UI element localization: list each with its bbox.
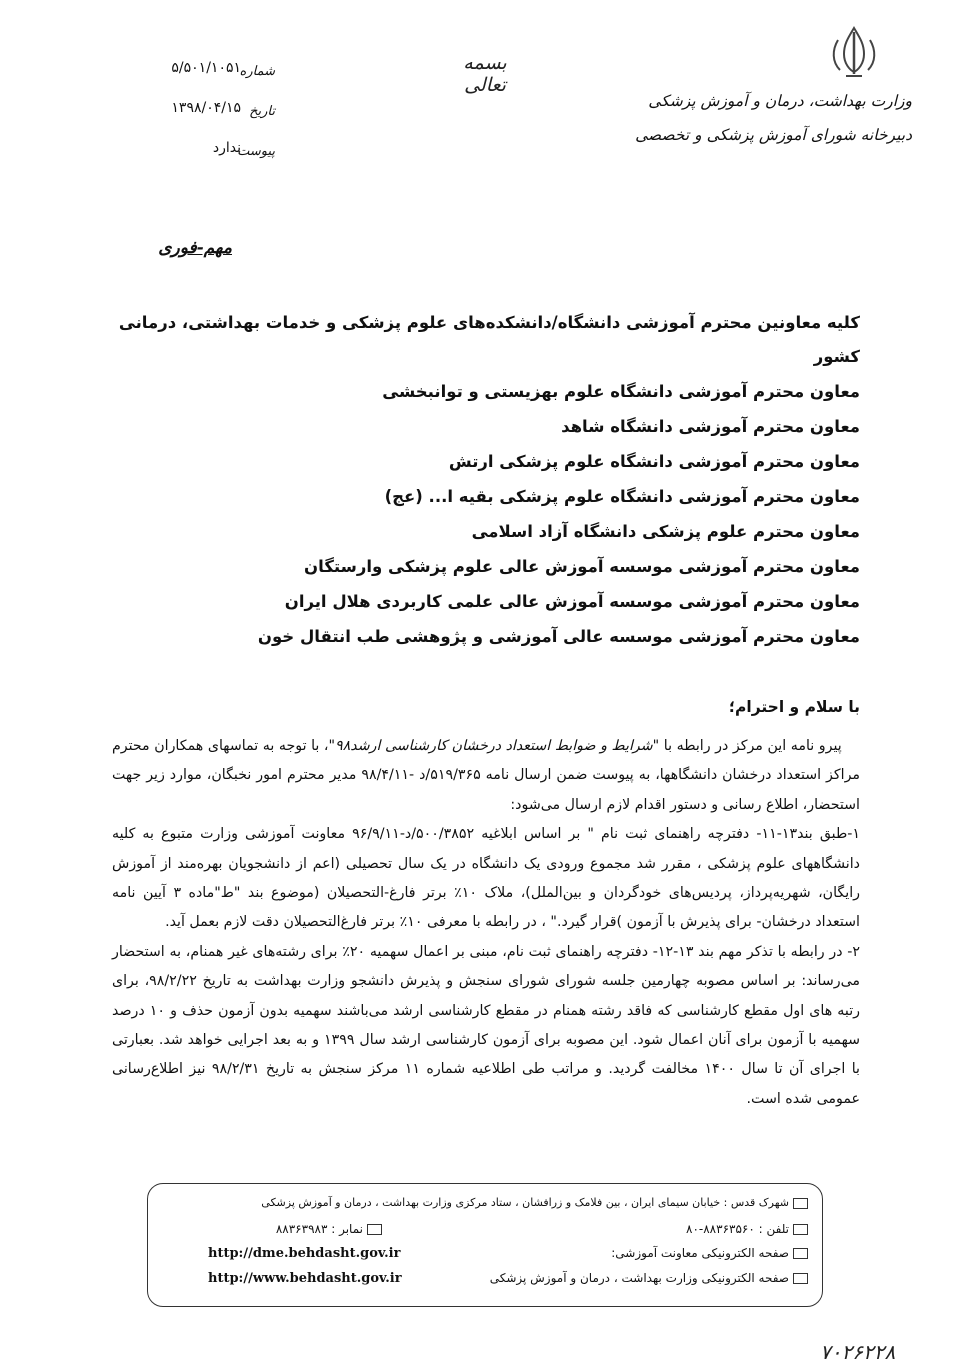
recipient-line: معاون محترم آموزشی دانشگاه علوم بهزیستی و توانبخشی	[382, 382, 860, 401]
body-paragraph-1	[112, 732, 860, 820]
ministry-line-1: وزارت بهداشت، درمان و آموزش پزشکی	[648, 92, 912, 110]
footer-url-2[interactable]: http://www.behdasht.gov.ir	[208, 1271, 402, 1286]
recipient-main: کلیه معاونین محترم آموزشی دانشگاه/دانشکده‌های علوم پزشکی و خدمات بهداشتی، درمانی کشور	[118, 313, 860, 366]
recipient-line: معاون محترم علوم پزشکی دانشگاه آزاد اسلامی	[471, 522, 860, 541]
footer-fax	[276, 1222, 382, 1236]
recipients-block	[100, 306, 860, 654]
body-paragraph-3: ۲- در رابطه با تذکر مهم بند ۱۳-۱۲- دفترچه راهنمای ثبت نام، مبنی بر اعمال سهمیه ۲۰٪ برای رشته‌های غیر همنام، به استحضار می‌رساند: بر اساس مصوبه چهارمین جلسه شورای شورای سنجش و پذیرش دانشجو وزارت بهداشت به تاریخ ۹۸/۲/۲۲، برای رتبه های اول مقطع کارشناسی که فاقد رشته همنام در مقطع کارشناسی ارشد می‌باشند سهمیه بدون آزمون حذف و ۱۰ درصد سهمیه با آزمون برای آنان اعمال شود. این مصوبه برای آزمون کارشناسی ارشد سال ۱۳۹۹ و به بعد اجرایی خواهد شد. بعبارتی با اجرای آن تا سال ۱۴۰۰ مخالفت گردید. و مراتب طی اطلاعیه شماره ۱۱ مرکز سنجش به تاریخ ۹۸/۲/۳۱ نیز اطلاع‌رسانی عمومی شده است.	[112, 943, 860, 1107]
date-value: ۱۳۹۸/۰۴/۱۵	[171, 100, 241, 116]
fax-label: نمابر :	[331, 1222, 363, 1236]
letter-body	[112, 732, 860, 1114]
ministry-line-2: دبیرخانه شورای آموزش پزشکی و تخصصی	[635, 126, 912, 144]
contact-footer	[147, 1183, 823, 1307]
number-label: شماره	[239, 64, 275, 79]
envelope-icon	[793, 1248, 808, 1259]
body-paragraph-2: ۱-طبق بند۱۳-۱۱- دفترچه راهنمای ثبت نام " بر اساس ابلاغیه ۵۰۰/۳۸۵۲/د-۹۶/۹/۱۱ معاونت آموزشی وزارت متبوع به کلیه دانشگاههای علوم پزشکی ، مقرر شد مجموع ورودی یک دانشگاه در یک سال تحصیلی (اعم از دانشجویان بهره‌مند از آموزش رایگان، شهریه‌پرداز، پردیس‌های خودگردان و بین‌الملل)، ملاک ۱۰٪ برتر فارغ-التحصیلان (موضوع بند "ط"ماده ۳ آیین نامه استعداد درخشان- برای پذیرش با آزمون )قرار گیرد." ، در رابطه با معرفی ۱۰٪ برتر فارغ‌التحصیلان دقت لازم بعمل آید.	[112, 826, 860, 931]
footer-phone	[686, 1222, 808, 1236]
footer-address	[261, 1196, 808, 1209]
recipient-line: معاون محترم آموزشی موسسه آموزش عالی علوم پزشکی وارستگان	[304, 557, 860, 576]
recipient-line: معاون محترم آموزشی دانشگاه علوم پزشکی ارتش	[448, 452, 860, 471]
handwritten-number: ۷۰۲۶۲۲۸	[820, 1340, 896, 1364]
footer-url-1[interactable]: http://dme.behdasht.gov.ir	[208, 1246, 401, 1261]
p1-post: "، با توجه به تماسهای همکاران محترم مراکز استعداد درخشان دانشگاهها، به پیوست ضمن ارسال نامه ۵۱۹/۳۶۵/د -۹۸/۴/۱۱ مدیر محترم امور نخبگان، موارد زیر جهت استحضار، اطلاع رسانی و دستور اقدام لازم ارسال می‌شود:	[112, 738, 860, 813]
recipient-line: معاون محترم آموزشی موسسه آموزش عالی علمی کاربردی هلال ایران	[284, 592, 860, 611]
meta-attachment-row	[125, 140, 275, 180]
phone-label: تلفن :	[758, 1222, 789, 1236]
letter-meta	[125, 60, 275, 180]
phone-number: ۸۸۳۶۳۵۶۰-۸۰	[686, 1222, 755, 1236]
location-icon	[793, 1198, 808, 1209]
phone-icon	[793, 1224, 808, 1235]
footer-email-2	[490, 1271, 808, 1285]
address-text: شهرک قدس : خیابان سیمای ایران ، بین فلامک و زرافشان ، ستاد مرکزی وزارت بهداشت ، درمان و آموزش پزشکی	[261, 1196, 789, 1209]
envelope-icon	[793, 1273, 808, 1284]
urgent-mark: مهم-فوری	[158, 238, 232, 258]
p1-pre: پیرو نامه این مرکز در رابطه با "	[652, 738, 842, 754]
fax-number: ۸۸۳۶۳۹۸۳	[275, 1222, 328, 1236]
meta-number-row	[125, 60, 275, 100]
meta-date-row	[125, 100, 275, 140]
number-value: ۵/۵۰۱/۱۰۵۱	[171, 60, 241, 76]
recipient-line: معاون محترم آموزشی دانشگاه شاهد	[561, 417, 860, 436]
ministry-header	[612, 84, 912, 152]
attachment-label: پیوست	[237, 144, 275, 159]
footer-email-1	[611, 1246, 808, 1260]
greeting: با سلام و احترام؛	[728, 698, 860, 716]
recipient-line: معاون محترم آموزشی دانشگاه علوم پزشکی بقیه ا... (عج)	[384, 487, 860, 506]
email1-label: صفحه الکترونیکی معاونت آموزشی:	[611, 1246, 789, 1260]
basmala: بسمه تعالی	[463, 52, 507, 96]
p1-italic: شرایط و ضوابط استعداد درخشان کارشناسی ارشد۹۸	[335, 738, 653, 754]
iran-emblem-icon	[824, 22, 884, 82]
recipient-line: معاون محترم آموزشی موسسه عالی آموزشی و پژوهشی طب انتقال خون	[257, 627, 860, 646]
fax-icon	[367, 1224, 382, 1235]
email2-label: صفحه الکترونیکی وزارت بهداشت ، درمان و آموزش پزشکی	[489, 1271, 789, 1285]
attachment-value: ندارد	[212, 140, 241, 156]
date-label: تاریخ	[249, 104, 275, 119]
